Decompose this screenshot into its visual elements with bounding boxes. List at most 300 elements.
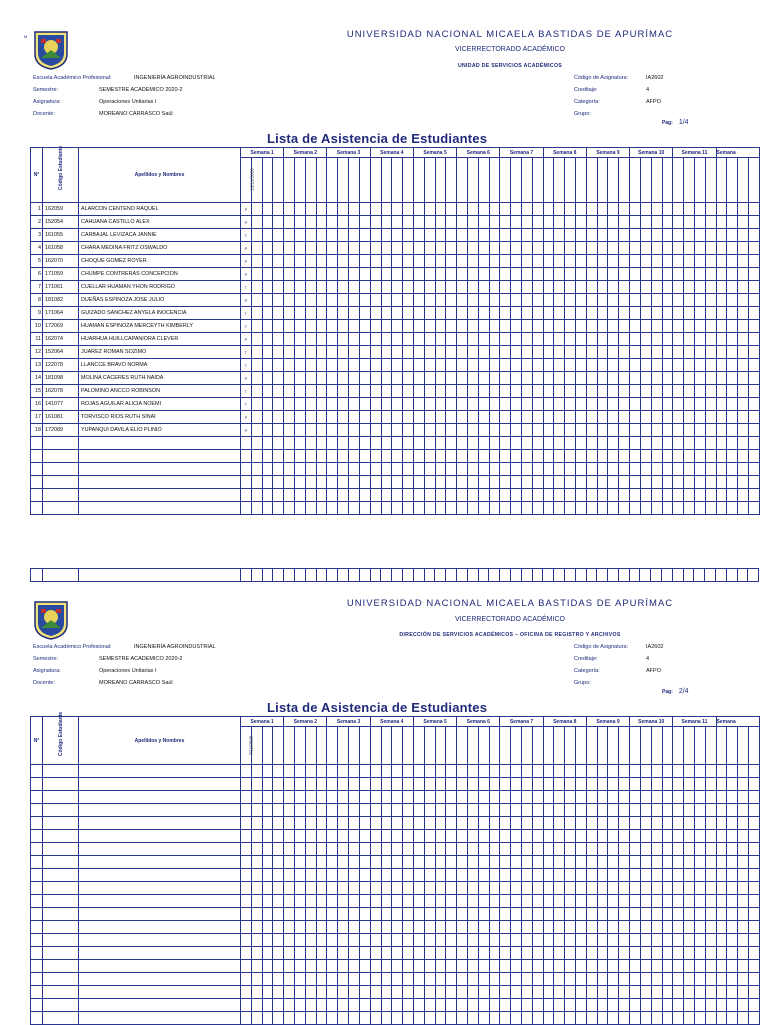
- attendance-cell[interactable]: [662, 450, 673, 463]
- attendance-cell[interactable]: [284, 411, 295, 424]
- attendance-cell[interactable]: [338, 502, 349, 515]
- attendance-cell[interactable]: [392, 778, 403, 791]
- attendance-cell[interactable]: [381, 921, 392, 934]
- attendance-cell[interactable]: [662, 973, 673, 986]
- attendance-cell[interactable]: [673, 502, 684, 515]
- attendance-cell[interactable]: [673, 216, 684, 229]
- attendance-cell[interactable]: [500, 856, 511, 869]
- attendance-cell[interactable]: [381, 294, 392, 307]
- attendance-cell[interactable]: [424, 973, 435, 986]
- attendance-cell[interactable]: [467, 947, 478, 960]
- attendance-cell[interactable]: [532, 791, 543, 804]
- attendance-cell[interactable]: [489, 463, 500, 476]
- attendance-cell[interactable]: [403, 385, 414, 398]
- attendance-cell[interactable]: [748, 986, 759, 999]
- attendance-cell[interactable]: [262, 359, 273, 372]
- attendance-cell[interactable]: [662, 986, 673, 999]
- attendance-cell[interactable]: [543, 333, 554, 346]
- attendance-cell[interactable]: [748, 333, 759, 346]
- attendance-cell[interactable]: [457, 476, 468, 489]
- attendance-cell[interactable]: [251, 255, 262, 268]
- attendance-cell[interactable]: [370, 1012, 381, 1025]
- attendance-cell[interactable]: [435, 346, 446, 359]
- attendance-cell[interactable]: [392, 359, 403, 372]
- attendance-cell[interactable]: [630, 333, 641, 346]
- attendance-cell[interactable]: [467, 216, 478, 229]
- attendance-cell[interactable]: [316, 882, 327, 895]
- attendance-cell[interactable]: [727, 216, 738, 229]
- attendance-cell[interactable]: [532, 986, 543, 999]
- attendance-cell[interactable]: [305, 333, 316, 346]
- attendance-cell[interactable]: [295, 203, 306, 216]
- attendance-cell[interactable]: [284, 307, 295, 320]
- attendance-cell[interactable]: [381, 346, 392, 359]
- attendance-cell[interactable]: [295, 830, 306, 843]
- attendance-cell[interactable]: [522, 320, 533, 333]
- attendance-cell[interactable]: [694, 281, 705, 294]
- attendance-cell[interactable]: [705, 372, 716, 385]
- attendance-cell[interactable]: [705, 869, 716, 882]
- attendance-cell[interactable]: [359, 843, 370, 856]
- attendance-cell[interactable]: [565, 778, 576, 791]
- attendance-cell[interactable]: [662, 229, 673, 242]
- attendance-cell[interactable]: [532, 229, 543, 242]
- attendance-cell[interactable]: [738, 242, 749, 255]
- attendance-cell[interactable]: [457, 268, 468, 281]
- attendance-cell[interactable]: [392, 333, 403, 346]
- attendance-cell[interactable]: [522, 999, 533, 1012]
- attendance-cell[interactable]: [273, 229, 284, 242]
- attendance-cell[interactable]: [305, 294, 316, 307]
- attendance-cell[interactable]: [370, 294, 381, 307]
- attendance-cell[interactable]: [532, 856, 543, 869]
- attendance-cell[interactable]: [716, 502, 727, 515]
- attendance-cell[interactable]: [522, 947, 533, 960]
- attendance-cell[interactable]: [370, 333, 381, 346]
- attendance-cell[interactable]: [716, 398, 727, 411]
- attendance-cell[interactable]: [705, 791, 716, 804]
- attendance-cell[interactable]: [273, 463, 284, 476]
- attendance-cell[interactable]: [327, 934, 338, 947]
- attendance-cell[interactable]: [478, 411, 489, 424]
- attendance-cell[interactable]: [684, 843, 695, 856]
- attendance-cell[interactable]: [446, 216, 457, 229]
- attendance-cell[interactable]: [446, 320, 457, 333]
- attendance-cell[interactable]: [684, 908, 695, 921]
- attendance-cell[interactable]: [727, 372, 738, 385]
- attendance-cell[interactable]: [273, 307, 284, 320]
- attendance-cell[interactable]: [511, 973, 522, 986]
- attendance-cell[interactable]: [305, 424, 316, 437]
- attendance-cell[interactable]: [392, 294, 403, 307]
- attendance-cell[interactable]: [327, 320, 338, 333]
- attendance-cell[interactable]: [543, 817, 554, 830]
- attendance-cell[interactable]: [597, 268, 608, 281]
- attendance-cell[interactable]: [392, 424, 403, 437]
- attendance-cell[interactable]: [532, 999, 543, 1012]
- attendance-cell[interactable]: [327, 203, 338, 216]
- attendance-cell[interactable]: [392, 502, 403, 515]
- attendance-cell[interactable]: [651, 463, 662, 476]
- attendance-cell[interactable]: [630, 294, 641, 307]
- attendance-cell[interactable]: [716, 960, 727, 973]
- attendance-cell[interactable]: [630, 463, 641, 476]
- attendance-cell[interactable]: [446, 999, 457, 1012]
- attendance-cell[interactable]: [273, 489, 284, 502]
- attendance-cell[interactable]: [576, 502, 587, 515]
- attendance-cell[interactable]: P: [241, 255, 252, 268]
- attendance-cell[interactable]: [381, 986, 392, 999]
- attendance-cell[interactable]: [392, 804, 403, 817]
- attendance-cell[interactable]: [673, 1012, 684, 1025]
- attendance-cell[interactable]: [381, 359, 392, 372]
- attendance-cell[interactable]: [651, 307, 662, 320]
- attendance-cell[interactable]: [413, 450, 424, 463]
- attendance-cell[interactable]: [662, 895, 673, 908]
- attendance-cell[interactable]: [478, 882, 489, 895]
- attendance-cell[interactable]: [522, 437, 533, 450]
- attendance-cell[interactable]: [424, 424, 435, 437]
- attendance-cell[interactable]: [403, 242, 414, 255]
- attendance-cell[interactable]: [608, 765, 619, 778]
- attendance-cell[interactable]: [673, 817, 684, 830]
- attendance-cell[interactable]: [586, 203, 597, 216]
- attendance-cell[interactable]: [478, 216, 489, 229]
- attendance-cell[interactable]: [727, 804, 738, 817]
- attendance-cell[interactable]: [651, 999, 662, 1012]
- attendance-cell[interactable]: [467, 817, 478, 830]
- attendance-cell[interactable]: [327, 830, 338, 843]
- attendance-cell[interactable]: [316, 765, 327, 778]
- attendance-cell[interactable]: [543, 973, 554, 986]
- attendance-cell[interactable]: P: [241, 242, 252, 255]
- attendance-cell[interactable]: [435, 882, 446, 895]
- attendance-cell[interactable]: [446, 843, 457, 856]
- attendance-cell[interactable]: [403, 765, 414, 778]
- attendance-cell[interactable]: [284, 281, 295, 294]
- attendance-cell[interactable]: [586, 908, 597, 921]
- attendance-cell[interactable]: [748, 895, 759, 908]
- attendance-cell[interactable]: [273, 765, 284, 778]
- attendance-cell[interactable]: T: [241, 359, 252, 372]
- attendance-cell[interactable]: [511, 999, 522, 1012]
- attendance-cell[interactable]: [522, 856, 533, 869]
- attendance-cell[interactable]: [241, 921, 252, 934]
- attendance-cell[interactable]: [316, 294, 327, 307]
- attendance-cell[interactable]: [381, 489, 392, 502]
- attendance-cell[interactable]: [262, 1012, 273, 1025]
- attendance-cell[interactable]: [457, 791, 468, 804]
- attendance-cell[interactable]: [338, 921, 349, 934]
- attendance-cell[interactable]: [554, 843, 565, 856]
- attendance-cell[interactable]: [738, 346, 749, 359]
- attendance-cell[interactable]: [651, 1012, 662, 1025]
- attendance-cell[interactable]: [305, 372, 316, 385]
- attendance-cell[interactable]: [543, 242, 554, 255]
- attendance-cell[interactable]: [532, 307, 543, 320]
- attendance-cell[interactable]: [716, 385, 727, 398]
- attendance-cell[interactable]: [413, 856, 424, 869]
- attendance-cell[interactable]: [694, 411, 705, 424]
- attendance-cell[interactable]: [489, 216, 500, 229]
- attendance-cell[interactable]: [673, 791, 684, 804]
- attendance-cell[interactable]: [284, 476, 295, 489]
- attendance-cell[interactable]: [522, 791, 533, 804]
- attendance-cell[interactable]: [284, 999, 295, 1012]
- attendance-cell[interactable]: [673, 986, 684, 999]
- attendance-cell[interactable]: [586, 791, 597, 804]
- attendance-cell[interactable]: [251, 947, 262, 960]
- attendance-cell[interactable]: [554, 882, 565, 895]
- attendance-cell[interactable]: [435, 791, 446, 804]
- attendance-cell[interactable]: [651, 778, 662, 791]
- attendance-cell[interactable]: [705, 463, 716, 476]
- attendance-cell[interactable]: [608, 843, 619, 856]
- attendance-cell[interactable]: [586, 999, 597, 1012]
- attendance-cell[interactable]: [543, 791, 554, 804]
- attendance-cell[interactable]: [630, 921, 641, 934]
- attendance-cell[interactable]: [662, 307, 673, 320]
- attendance-cell[interactable]: [262, 385, 273, 398]
- attendance-cell[interactable]: [673, 856, 684, 869]
- attendance-cell[interactable]: [392, 346, 403, 359]
- attendance-cell[interactable]: [608, 986, 619, 999]
- attendance-cell[interactable]: [597, 372, 608, 385]
- attendance-cell[interactable]: [489, 986, 500, 999]
- attendance-cell[interactable]: [640, 999, 651, 1012]
- attendance-cell[interactable]: [359, 437, 370, 450]
- attendance-cell[interactable]: [532, 476, 543, 489]
- attendance-cell[interactable]: [446, 385, 457, 398]
- attendance-cell[interactable]: [738, 817, 749, 830]
- attendance-cell[interactable]: [586, 242, 597, 255]
- attendance-cell[interactable]: [370, 999, 381, 1012]
- attendance-cell[interactable]: [543, 424, 554, 437]
- attendance-cell[interactable]: [305, 411, 316, 424]
- attendance-cell[interactable]: [327, 398, 338, 411]
- attendance-cell[interactable]: [705, 804, 716, 817]
- attendance-cell[interactable]: [467, 843, 478, 856]
- attendance-cell[interactable]: [586, 424, 597, 437]
- attendance-cell[interactable]: [381, 372, 392, 385]
- attendance-cell[interactable]: [424, 372, 435, 385]
- attendance-cell[interactable]: [684, 268, 695, 281]
- attendance-cell[interactable]: [241, 489, 252, 502]
- attendance-cell[interactable]: [748, 921, 759, 934]
- attendance-cell[interactable]: [316, 203, 327, 216]
- attendance-cell[interactable]: [748, 869, 759, 882]
- attendance-cell[interactable]: [435, 294, 446, 307]
- attendance-cell[interactable]: [640, 255, 651, 268]
- attendance-cell[interactable]: [262, 294, 273, 307]
- attendance-cell[interactable]: [424, 804, 435, 817]
- attendance-cell[interactable]: [684, 333, 695, 346]
- attendance-cell[interactable]: [478, 372, 489, 385]
- attendance-cell[interactable]: [619, 320, 630, 333]
- attendance-cell[interactable]: P: [241, 372, 252, 385]
- attendance-cell[interactable]: [608, 921, 619, 934]
- attendance-cell[interactable]: [370, 281, 381, 294]
- attendance-cell[interactable]: [327, 450, 338, 463]
- attendance-cell[interactable]: [511, 804, 522, 817]
- attendance-cell[interactable]: [522, 804, 533, 817]
- attendance-cell[interactable]: [532, 372, 543, 385]
- attendance-cell[interactable]: [446, 856, 457, 869]
- attendance-cell[interactable]: [554, 255, 565, 268]
- attendance-cell[interactable]: [511, 856, 522, 869]
- attendance-cell[interactable]: [576, 281, 587, 294]
- attendance-cell[interactable]: [467, 986, 478, 999]
- attendance-cell[interactable]: [262, 882, 273, 895]
- attendance-cell[interactable]: [738, 450, 749, 463]
- attendance-cell[interactable]: [413, 973, 424, 986]
- attendance-cell[interactable]: [359, 424, 370, 437]
- attendance-cell[interactable]: [478, 346, 489, 359]
- attendance-cell[interactable]: [532, 203, 543, 216]
- attendance-cell[interactable]: [522, 817, 533, 830]
- attendance-cell[interactable]: [370, 320, 381, 333]
- attendance-cell[interactable]: [532, 216, 543, 229]
- attendance-cell[interactable]: [435, 411, 446, 424]
- attendance-cell[interactable]: [748, 843, 759, 856]
- attendance-cell[interactable]: [554, 986, 565, 999]
- attendance-cell[interactable]: [467, 934, 478, 947]
- attendance-cell[interactable]: [446, 817, 457, 830]
- attendance-cell[interactable]: [316, 242, 327, 255]
- attendance-cell[interactable]: [316, 359, 327, 372]
- attendance-cell[interactable]: [608, 229, 619, 242]
- attendance-cell[interactable]: [630, 843, 641, 856]
- attendance-cell[interactable]: [338, 986, 349, 999]
- attendance-cell[interactable]: [522, 765, 533, 778]
- attendance-cell[interactable]: [640, 359, 651, 372]
- attendance-cell[interactable]: [586, 229, 597, 242]
- attendance-cell[interactable]: [413, 947, 424, 960]
- attendance-cell[interactable]: [543, 960, 554, 973]
- attendance-cell[interactable]: [608, 947, 619, 960]
- attendance-cell[interactable]: [576, 385, 587, 398]
- attendance-cell[interactable]: [586, 986, 597, 999]
- attendance-cell[interactable]: [543, 856, 554, 869]
- attendance-cell[interactable]: [478, 999, 489, 1012]
- attendance-cell[interactable]: [532, 489, 543, 502]
- attendance-cell[interactable]: [370, 778, 381, 791]
- attendance-cell[interactable]: [576, 333, 587, 346]
- attendance-cell[interactable]: [640, 947, 651, 960]
- attendance-cell[interactable]: [608, 489, 619, 502]
- attendance-cell[interactable]: [522, 1012, 533, 1025]
- attendance-cell[interactable]: [716, 843, 727, 856]
- attendance-cell[interactable]: [673, 372, 684, 385]
- attendance-cell[interactable]: [727, 489, 738, 502]
- attendance-cell[interactable]: [684, 791, 695, 804]
- attendance-cell[interactable]: [338, 320, 349, 333]
- attendance-cell[interactable]: [662, 281, 673, 294]
- attendance-cell[interactable]: [684, 437, 695, 450]
- attendance-cell[interactable]: [262, 320, 273, 333]
- attendance-cell[interactable]: [640, 281, 651, 294]
- attendance-cell[interactable]: [673, 242, 684, 255]
- attendance-cell[interactable]: [478, 359, 489, 372]
- attendance-cell[interactable]: [251, 320, 262, 333]
- attendance-cell[interactable]: [543, 765, 554, 778]
- attendance-cell[interactable]: [403, 346, 414, 359]
- attendance-cell[interactable]: [381, 791, 392, 804]
- attendance-cell[interactable]: [424, 960, 435, 973]
- attendance-cell[interactable]: [424, 843, 435, 856]
- attendance-cell[interactable]: [673, 843, 684, 856]
- attendance-cell[interactable]: [457, 489, 468, 502]
- attendance-cell[interactable]: [413, 882, 424, 895]
- attendance-cell[interactable]: [295, 1012, 306, 1025]
- attendance-cell[interactable]: [543, 346, 554, 359]
- attendance-cell[interactable]: [305, 999, 316, 1012]
- attendance-cell[interactable]: [630, 372, 641, 385]
- attendance-cell[interactable]: [705, 268, 716, 281]
- attendance-cell[interactable]: [630, 307, 641, 320]
- attendance-cell[interactable]: [532, 830, 543, 843]
- attendance-cell[interactable]: [489, 999, 500, 1012]
- attendance-cell[interactable]: [662, 463, 673, 476]
- attendance-cell[interactable]: [651, 437, 662, 450]
- attendance-cell[interactable]: [565, 489, 576, 502]
- attendance-cell[interactable]: [651, 359, 662, 372]
- attendance-cell[interactable]: [705, 346, 716, 359]
- attendance-cell[interactable]: [457, 882, 468, 895]
- attendance-cell[interactable]: [467, 973, 478, 986]
- attendance-cell[interactable]: [467, 203, 478, 216]
- attendance-cell[interactable]: [327, 411, 338, 424]
- attendance-cell[interactable]: [338, 450, 349, 463]
- attendance-cell[interactable]: [684, 947, 695, 960]
- attendance-cell[interactable]: [349, 398, 360, 411]
- attendance-cell[interactable]: [565, 817, 576, 830]
- attendance-cell[interactable]: [727, 411, 738, 424]
- attendance-cell[interactable]: [457, 463, 468, 476]
- attendance-cell[interactable]: [262, 791, 273, 804]
- attendance-cell[interactable]: [359, 385, 370, 398]
- attendance-cell[interactable]: [370, 791, 381, 804]
- attendance-cell[interactable]: [284, 463, 295, 476]
- attendance-cell[interactable]: [251, 437, 262, 450]
- attendance-cell[interactable]: [651, 320, 662, 333]
- attendance-cell[interactable]: [424, 307, 435, 320]
- attendance-cell[interactable]: [694, 986, 705, 999]
- attendance-cell[interactable]: [705, 320, 716, 333]
- attendance-cell[interactable]: [349, 999, 360, 1012]
- attendance-cell[interactable]: [684, 372, 695, 385]
- attendance-cell[interactable]: [316, 502, 327, 515]
- attendance-cell[interactable]: [673, 346, 684, 359]
- attendance-cell[interactable]: [694, 869, 705, 882]
- attendance-cell[interactable]: [295, 424, 306, 437]
- attendance-cell[interactable]: [640, 973, 651, 986]
- attendance-cell[interactable]: [565, 476, 576, 489]
- attendance-cell[interactable]: [424, 765, 435, 778]
- attendance-cell[interactable]: [262, 934, 273, 947]
- attendance-cell[interactable]: [619, 437, 630, 450]
- attendance-cell[interactable]: [327, 921, 338, 934]
- attendance-cell[interactable]: [532, 882, 543, 895]
- attendance-cell[interactable]: [349, 424, 360, 437]
- attendance-cell[interactable]: [284, 229, 295, 242]
- attendance-cell[interactable]: [640, 372, 651, 385]
- attendance-cell[interactable]: [403, 411, 414, 424]
- attendance-cell[interactable]: [716, 359, 727, 372]
- attendance-cell[interactable]: [716, 320, 727, 333]
- attendance-cell[interactable]: [673, 229, 684, 242]
- attendance-cell[interactable]: [748, 489, 759, 502]
